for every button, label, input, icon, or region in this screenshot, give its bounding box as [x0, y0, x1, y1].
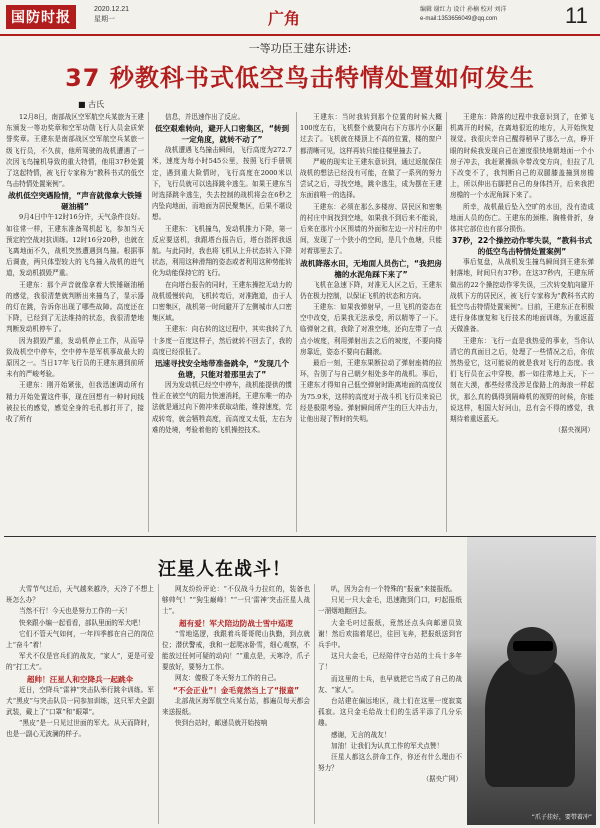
subheading: 超有爱！军犬陪边防战士雪中巡逻	[179, 618, 293, 628]
paragraph: “雪地巡逻，我跟着兵哥哥爬山执勤，到点就位；潜伏警戒，我和一起爬冰卧雪，细心观察，不能放过任何可疑的动向！”“重点是，天寒冷，爪子要放好，要努力工作。	[162, 629, 310, 672]
photo-caption: “爪子挂好，要带着冲”	[531, 814, 592, 821]
paragraph: 这只大金毛，已经陪伴守台站的士兵十多年了！	[318, 652, 462, 672]
paragraph: 王建东：向右转的这过程中，其实我转了九十多度一百度这样子，然后就转不回去了，我的高度已经很低了。	[152, 325, 292, 356]
article-column-2	[152, 112, 292, 532]
column-divider	[446, 112, 447, 532]
column-divider	[158, 584, 159, 824]
column-divider	[314, 584, 315, 824]
paragraph: 王建东：飞机撞鸟，发动机推力下降，第一反应要送机，我跟塔台报告后，塔台指挥我返航。与此同时，我也将飞机从上升状态转入下降状态，利用这种滑翔的姿态或者利用这种势能转化为动能保持它的飞行。	[152, 224, 292, 278]
subheading: 战机降落水田，无地面人员伤亡，“我把房檐的水泥角踩下来了”	[300, 258, 442, 279]
paragraph: 王建东：飞行一直是我热爱的事业，当你认清它的真面目之后，处理了一些情况之后，你依然热爱它，这可能说的就是我对飞行的态度。我们飞行员在云中穿梭，都一如往常地上天，下一刻在大漠，都些经常没涉足像路上的海浪一样起伏，那么真的偶得到隔峰机的视野的时候，你能说这样，相国大好河山，总有会不得的感觉，我期待着重返蓝天。	[450, 336, 594, 424]
subheading: 战机低空突遇险情，“声音就像拿大铁锤砸油桶”	[7, 191, 143, 212]
article-kicker: 一等功臣王建东讲述:	[248, 42, 352, 55]
paragraph: 事后复盘，从战机发生撞鸟瞬间到王建东弹射落地，时间只有37秒。在这37秒内，王建东所做出的22个操控动作零失误，三次转变航向避开战机下方的居民区，被飞行专家称为“教科书式的低空鸟击特情处置案例”。目前，王建东正在积极进行身体康复和飞行技术的地面训练，为重返蓝天做准备。	[450, 258, 594, 334]
paragraph: “黑皮”是一只见过世面的军犬。从天而降时，也是一副心无波澜的样子。	[6, 719, 154, 739]
email-line: e-mail:1353656049@qq.com	[420, 16, 498, 22]
paragraph: 因为发动机已经空中停车，战机能提供的惯性正在被空气的阻力快速消耗，王建东唯一的办法就是通过向下俯冲来获取动能，维持速度，完成转弯，就会牺牲高度，而高度又太低，左右为难的处境，考验着他的飞机操控技术。	[152, 381, 292, 434]
article-column-1	[6, 112, 144, 532]
newspaper-logo: 国防时报	[6, 5, 76, 29]
paragraph: 信息，并迅速作出了反应。	[165, 113, 245, 121]
article-headline: 汪星人在战斗！	[158, 559, 291, 580]
paragraph: 而这里的士兵，也早就把它当成了自己的战友、“家人”。	[318, 674, 462, 694]
paragraph: 12月8日，南部战区空军航空兵某旅为王建东颁发一等功奖章和空军功勋飞行人员金质荣誉奖章。王建东是南部战区空军航空兵某旅一级飞行员，不久前，他所驾驶的战机遭遇了一次因飞鸟撞机导致的重大特情，他用37秒处置了这起特情，被飞行专家称为“教科书式的低空鸟击特情处置案例”。	[6, 113, 144, 189]
byline: ■ 古氏	[78, 100, 105, 109]
date-line: 2020.12.21	[94, 6, 130, 13]
article-column-3	[300, 112, 442, 532]
paragraph: 军犬不仅是官兵们的战友，“家人”，更是可爱的“打工犬”。	[6, 652, 154, 672]
paragraph: 当然不行！今天也是努力工作的一天！	[19, 607, 132, 616]
article-column-3	[318, 584, 462, 824]
paragraph: 近日，空降兵“雷神”突击队举行跳伞训练。军犬“黑皮”与突击队员一同参加训练，这只军犬全副武装，戴上了“口罩”和“眼罩”。	[6, 685, 154, 717]
paragraph: 所幸，战机最后坠入空旷的水田，没有造成地面人员的伤亡。王建东的颈椎、胸椎骨折，身体其它部位也有部分损伤。	[450, 202, 594, 234]
paragraph: 台站建在偏远地区，战士们在这里一度寂寞孤寂。这只金毛给战士们的生活平添了几分乐趣。	[318, 697, 462, 728]
article-column-4	[450, 112, 594, 532]
paragraph: 快来跟小编一起看看，部队里面的军犬吧！	[19, 618, 145, 627]
subheading: 超帅！汪星人和空降兵一起跳伞	[26, 674, 134, 684]
paragraph: 最后一刻，王建东果断拉动了弹射座椅的拉环，告别了与自己朝夕相处多年的战机。事后，王建东才得知自己低空弹射时距离地面的高度仅为75.9米，这样的高度对于战斗机飞行员来说已经是极限考验。弹射瞬间所产生的巨大冲击力，让他出现了暂时的失明。	[300, 359, 442, 424]
paragraph: 王建东：刚开始紧张，但我迅速调动所有精力开始处置这件事，现在回想有一种时间线被拉长的感觉，感觉全身的毛孔都打开了，接收了所有	[6, 381, 144, 424]
article-headline: 37 秒教科书式低空鸟击特情处置如何发生	[65, 64, 535, 92]
dog-body-shape	[485, 657, 575, 787]
article-column-1	[6, 584, 154, 824]
subheading: 37秒，22个操控动作零失误，“教科书式的低空鸟击特情处置案例”	[451, 236, 593, 257]
paragraph: 大金毛叼过报纸，竟然还点头向邮递员致谢！然后欢揣着尾巴，往回飞奔，把报纸送到官兵手中。	[318, 618, 462, 650]
page-number: 11	[565, 3, 588, 28]
paragraph: 北部战区海军航空兵某台站，都遍员每天都会来送报纸。	[162, 696, 310, 716]
subheading: 迅速寻找安全地带准备跳伞，“发现几个鱼塘，只能对着那里去了”	[154, 359, 290, 380]
weekday-line: 星期一	[94, 16, 115, 23]
source-credit: （据央视网）	[554, 426, 594, 435]
editors-line: 编辑 谢红力 设计 孙楠 校对 刘洋	[420, 7, 507, 13]
paragraph: 因为损毁严重，发动机停止工作，从而导致战机空中停车，空中停车是军机事故最大的原因之一。当日17年飞行员的王建东遇到前所未有的严峻考验。	[6, 336, 144, 379]
paragraph: 严峻的现实让王建东意识到，通过返航保住战机的想法已经没有可能，在做了一系列的努力尝试之后，寻找空地，跳伞逃生，成为摆在王建东面前唯一的选择。	[300, 157, 442, 200]
paragraph: 王建东：必须在那么多楼房、居民区和密集的村庄中间找到空地，如果我不到后来不能说，后来在那片小区围墙的外面和左边一片村庄的中间，发现了一个狭小的空间，是几个鱼塘，只能对着那里去了。	[300, 202, 442, 256]
paragraph: 它们不管天气如何，一年四季都在自己的岗位上“奋斗”着！	[6, 629, 154, 650]
paragraph: 只见一只大金毛，迅速跑到门口，叼起报纸一溜烟地跑回去。	[318, 596, 462, 616]
paragraph: 王建东：降落的过程中我意识到了，在弹飞机离开的时候，在离地很近的地方，人开始恢复视觉。我很庆幸自己醒得稍早了那么一点，睁开眼的时候我发现自己在速度很快地朝地面一个小房子冲去，我赶紧操纵伞带改变方向，但拉了几下改变不了，我判断自己的双腿膝盖撞到房檐上，所以伸出右脚把自己的身体挡开，后来我把房檐的一个水泥角踩下来了。	[450, 113, 594, 200]
goggles-icon	[513, 641, 553, 651]
issue-date	[94, 5, 129, 25]
article-column-2	[162, 584, 310, 824]
paragraph: 快到台站时，邮递员就开始按响	[175, 719, 268, 728]
paragraph: 网友：傻极了冬天努力工作的自己。	[175, 674, 281, 683]
dog-head-shape	[507, 627, 557, 675]
masthead	[0, 0, 600, 36]
column-divider	[148, 112, 149, 532]
paragraph: 王建东：那个声音就像拿着大铁锤砸油桶的感觉，我很清楚就判断出来撞鸟了，显示器的灯在跳，告诉你出现了哪些故障。高度还在下降，已经到了无法维持的状态，我很清楚地判断发动机停车了。	[6, 280, 144, 334]
paragraph: 飞机在急速下降，对准无人区之后，王建东仍在极力控制，以保证飞机的状态和方向。	[300, 280, 442, 300]
paragraph: 在向塔台报告的同时，王建东操控无动力的战机缓慢转向，飞机转弯后，对准跑道，由于人口密集区，战机第一时间避开了左侧城市人口密集区域。	[152, 280, 292, 323]
paragraph: 加油！让我们为认真工作的军犬点赞！	[331, 741, 444, 750]
military-dog-photo	[467, 537, 596, 825]
subheading: “不会正业”！金毛竟然当上了“报童”	[172, 685, 300, 695]
paragraph: 王建东：如果我弹射早，一旦飞机的姿态在空中改变，后果我无法承受，所以精等了一下。临弹射之前，我除了对准空地，还向左带了一点点小坡度，利用弹射出去之后的坡度，不要向楼房靠近，姿态不要向右翻滚。	[300, 303, 442, 356]
paragraph: 汪星人都这么拼命工作，你还有什么理由不努力？	[318, 753, 462, 773]
paragraph: 感谢，无言的战友！	[331, 730, 391, 739]
source-credit: （据央广网）	[422, 775, 462, 784]
subheading: 低空艰难转向，避开人口密集区，“转到一定角度，就转不动了”	[154, 124, 290, 145]
paragraph: 叭，因为会有一个特殊的“报童”来接报纸。	[331, 585, 457, 593]
paragraph: 9月4日中午12时16分许，天气条件良好。如往常一样，王建东准备驾机起飞，参加当天预定的空战对抗训练。12时16分20秒，也就在飞离地面不久，战机突然遭遇到鸟撞。根据事后调查，两只体型较大的飞鸟撞入战机的进气道，发动机损毁严重。	[6, 213, 144, 278]
paragraph: 网友纷纷评论：“不仅战斗力拉红的，装备也够帅气！”“狗生巅峰！”“一只‘雷神’突击汪星人战士”。	[162, 585, 310, 616]
section-title: 广角	[268, 9, 301, 28]
paragraph: 战机遭遇飞鸟撞击瞬间，飞行高度为272.7米，速度为每小时545公里，按照飞行手册规定，遇到重大险情时，飞行高度在2000米以下，飞行员就可以选择跳伞逃生。如果王建东当时选择跳伞逃生，失去控制的战机将会在6秒之内坠向地面，而地面为居民聚集区，后果不堪设想。	[152, 146, 292, 222]
paragraph: 大雪节气过后，天气越来越冷，天冷了不想上班怎么办？	[6, 585, 154, 605]
paragraph: 王建东：当时我转到那个位置的时候大概100度左右，飞机整个就要向右下方那片小区翻过去了。飞机就在楼顶上不高的位置，楼的窗户都清晰可见，这样再转只能往楼里撞去了。	[300, 113, 442, 155]
column-divider	[296, 112, 297, 532]
editors-credit	[420, 6, 570, 24]
